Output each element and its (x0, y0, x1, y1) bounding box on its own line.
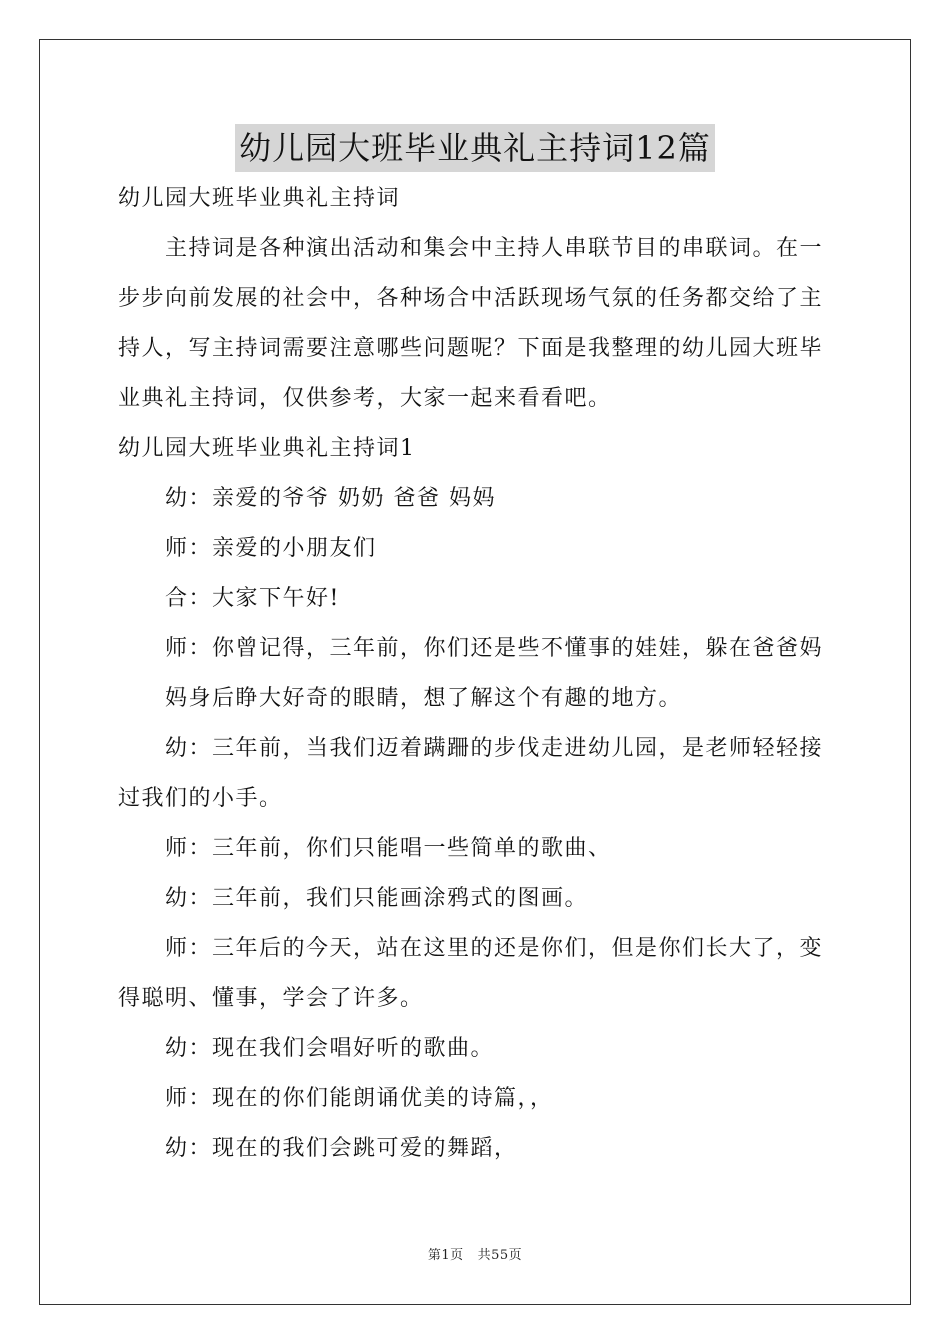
text-line: 师：现在的你们能朗诵优美的诗篇，， (165, 1086, 554, 1111)
text-line: 幼儿园大班毕业典礼主持词 (118, 186, 401, 211)
text-line: 幼儿园大班毕业典礼主持词1 (118, 436, 416, 461)
text-line: 师：三年前，你们只能唱一些简单的歌曲、 (165, 836, 612, 861)
text-line: 幼：三年前，我们只能画涂鸦式的图画。 (165, 886, 589, 911)
title-container (0, 124, 950, 172)
text-line: 师：亲爱的小朋友们 (165, 536, 377, 561)
text-line: 幼：现在我们会唱好听的歌曲。 (165, 1036, 495, 1061)
text-line: 得聪明、懂事，学会了许多。 (118, 986, 424, 1011)
text-line: 师：三年后的今天，站在这里的还是你们，但是你们长大了，变 (165, 936, 824, 961)
text-line: 业典礼主持词，仅供参考，大家一起来看看吧。 (118, 386, 612, 411)
text-line: 合：大家下午好! (165, 586, 340, 611)
page-total: 共55页 (477, 1248, 523, 1263)
text-line: 幼：现在的我们会跳可爱的舞蹈， (165, 1136, 518, 1161)
text-line: 幼：亲爱的爷爷 奶奶 爸爸 妈妈 (165, 486, 496, 511)
text-line: 过我们的小手。 (118, 786, 283, 811)
document-body (118, 174, 834, 1174)
text-line: 持人，写主持词需要注意哪些问题呢？下面是我整理的幼儿园大班毕 (118, 336, 824, 361)
document-title: 幼儿园大班毕业典礼主持词12篇 (235, 124, 715, 172)
page-footer (0, 1244, 950, 1263)
text-line: 师：你曾记得，三年前，你们还是些不懂事的娃娃，躲在爸爸妈 (165, 636, 824, 661)
text-line: 幼：三年前，当我们迈着蹒跚的步伐走进幼儿园，是老师轻轻接 (165, 736, 824, 761)
text-line: 妈身后睁大好奇的眼睛，想了解这个有趣的地方。 (165, 686, 683, 711)
text-line: 主持词是各种演出活动和集会中主持人串联节目的串联词。在一 (165, 236, 824, 261)
text-line: 步步向前发展的社会中，各种场合中活跃现场气氛的任务都交给了主 (118, 286, 824, 311)
page-number: 第1页 (427, 1248, 464, 1263)
